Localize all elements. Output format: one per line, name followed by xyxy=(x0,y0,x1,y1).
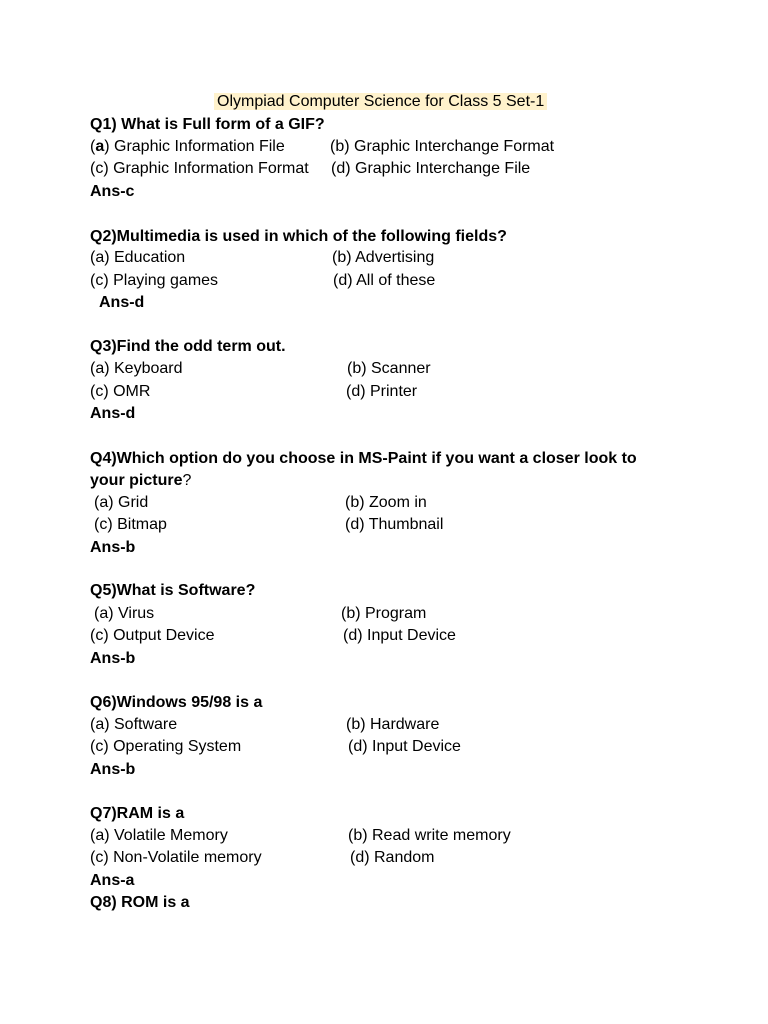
q6-option-d: (d) Input Device xyxy=(348,738,461,755)
q2-option-a: (a) Education xyxy=(90,249,186,266)
document-title-text: Olympiad Computer Science for Class 5 Set-1 xyxy=(214,93,547,110)
question-4-line-2-bold: your picture xyxy=(90,472,183,489)
q4-option-c: (c) Bitmap xyxy=(94,516,167,533)
q4-option-b: (b) Zoom in xyxy=(345,494,427,511)
q5-option-d: (d) Input Device xyxy=(343,627,456,644)
q1-option-a xyxy=(90,136,285,158)
q3-option-c: (c) OMR xyxy=(90,383,151,400)
q1-answer: Ans-c xyxy=(90,183,135,200)
question-4-line-2 xyxy=(90,470,191,492)
q1-option-b: (b) Graphic Interchange Format xyxy=(330,138,555,155)
question-6: Q6)Windows 95/98 is a xyxy=(90,694,263,711)
q6-option-a: (a) Software xyxy=(90,716,178,733)
q6-option-c: (c) Operating System xyxy=(90,738,242,755)
q7-answer: Ans-a xyxy=(90,872,135,889)
q4-option-d: (d) Thumbnail xyxy=(345,516,444,533)
q3-answer: Ans-d xyxy=(90,405,136,422)
q1-option-a-prefix: ( xyxy=(90,138,96,155)
q4-answer: Ans-b xyxy=(90,539,136,556)
q2-answer: Ans-d xyxy=(99,294,145,311)
question-4-line-2-rest: ? xyxy=(182,472,192,489)
q5-answer: Ans-b xyxy=(90,650,136,667)
q5-option-b: (b) Program xyxy=(341,605,427,622)
q3-option-a: (a) Keyboard xyxy=(90,360,183,377)
q5-option-a: (a) Virus xyxy=(94,605,155,622)
q2-option-b: (b) Advertising xyxy=(332,249,435,266)
question-4-line-1: Q4)Which option do you choose in MS-Paint if you want a closer look to xyxy=(90,450,637,467)
q7-option-c: (c) Non-Volatile memory xyxy=(90,849,262,866)
q3-option-d: (d) Printer xyxy=(346,383,418,400)
q2-option-c: (c) Playing games xyxy=(90,272,219,289)
q1-option-c: (c) Graphic Information Format xyxy=(90,160,309,177)
q2-option-d: (d) All of these xyxy=(333,272,436,289)
q1-option-a-letter: a xyxy=(95,138,105,155)
q3-option-b: (b) Scanner xyxy=(347,360,431,377)
question-3: Q3)Find the odd term out. xyxy=(90,338,286,355)
q1-option-a-text: ) Graphic Information File xyxy=(104,138,285,155)
q6-answer: Ans-b xyxy=(90,761,136,778)
q7-option-a: (a) Volatile Memory xyxy=(90,827,228,844)
q6-option-b: (b) Hardware xyxy=(346,716,440,733)
q7-option-d: (d) Random xyxy=(350,849,435,866)
q1-option-d: (d) Graphic Interchange File xyxy=(331,160,531,177)
q5-option-c: (c) Output Device xyxy=(90,627,215,644)
q7-option-b: (b) Read write memory xyxy=(348,827,511,844)
question-2: Q2)Multimedia is used in which of the following fields? xyxy=(90,228,507,245)
question-1: Q1) What is Full form of a GIF? xyxy=(90,116,325,133)
q4-option-a: (a) Grid xyxy=(94,494,149,511)
question-8: Q8) ROM is a xyxy=(90,894,190,911)
document-title xyxy=(214,91,547,113)
question-7: Q7)RAM is a xyxy=(90,805,185,822)
question-5: Q5)What is Software? xyxy=(90,582,256,599)
